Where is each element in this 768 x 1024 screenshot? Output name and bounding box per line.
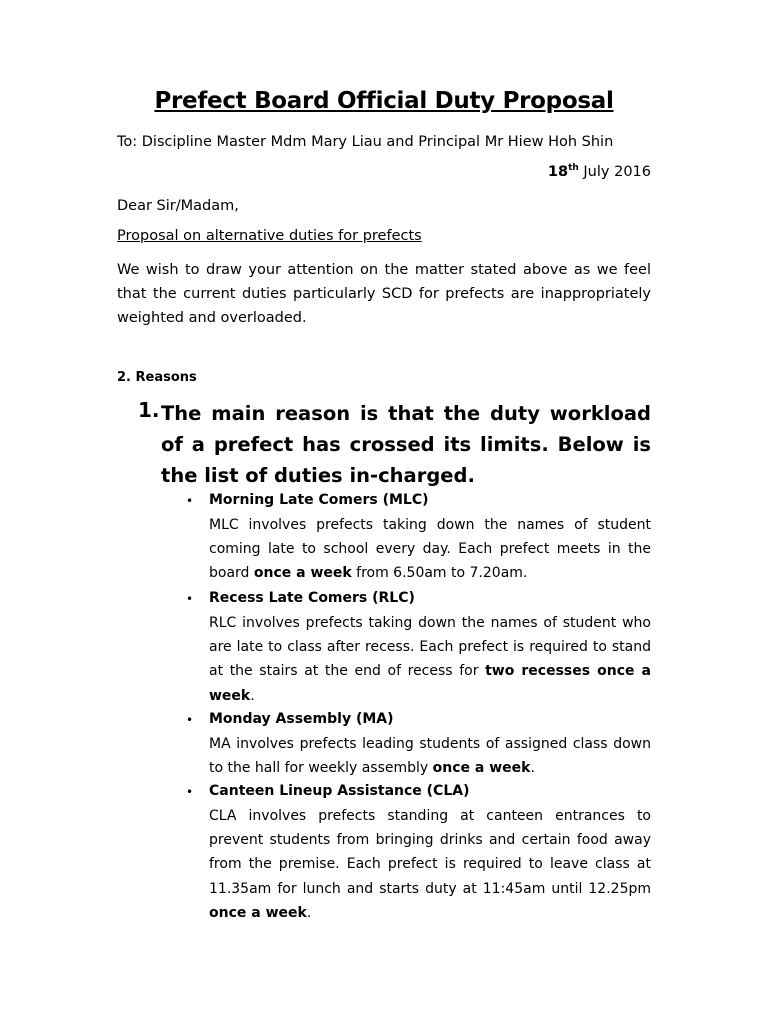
- bullet-icon: •: [186, 494, 194, 508]
- duty-desc-text: RLC involves prefects taking down the names of student who are late to class after recess. Each prefect is required to stand at the stairs at the end of recess for: [209, 615, 651, 680]
- date-day: 18: [547, 163, 569, 180]
- subject-line: Proposal on alternative duties for prefects: [117, 228, 422, 244]
- duty-desc-text: MLC involves prefects taking down the names of student coming late to school every day. Each prefect meets in the board: [209, 517, 651, 582]
- duty-description: [209, 804, 651, 925]
- duty-description: [209, 732, 651, 780]
- salutation: Dear Sir/Madam,: [117, 198, 239, 214]
- document-title: Prefect Board Official Duty Proposal: [154, 88, 614, 114]
- intro-paragraph: We wish to draw your attention on the matter stated above as we feel that the current duties particularly SCD for prefects are inappropriately weighted and overloaded.: [117, 262, 651, 326]
- date-rest: July 2016: [578, 163, 651, 180]
- duty-desc-text: from 6.50am to 7.20am.: [351, 565, 528, 582]
- duty-heading: Monday Assembly (MA): [209, 711, 394, 727]
- duty-desc-emphasis: once a week: [253, 565, 352, 582]
- duty-desc-emphasis: once a week: [209, 904, 307, 921]
- bullet-icon: •: [186, 785, 194, 799]
- recipient-line: To: Discipline Master Mdm Mary Liau and Principal Mr Hiew Hoh Shin: [117, 134, 614, 150]
- duty-desc-emphasis: once a week: [432, 760, 531, 777]
- duty-desc-text: .: [306, 904, 312, 921]
- section-heading: 2. Reasons: [117, 370, 197, 385]
- reason-number: 1.: [138, 398, 160, 422]
- duty-desc-text: .: [530, 760, 535, 777]
- reason-text: The main reason is that the duty workload of a prefect has crossed its limits. Below is the list of duties in-charged.: [161, 402, 651, 487]
- bullet-icon: •: [186, 592, 194, 606]
- duty-heading: Canteen Lineup Assistance (CLA): [209, 783, 470, 799]
- duty-description: [209, 513, 651, 586]
- bullet-icon: •: [186, 713, 194, 727]
- duty-description: [209, 611, 651, 708]
- duty-desc-text: MA involves prefects leading students of assigned class down to the hall for weekly assembly: [209, 736, 651, 777]
- duty-desc-text: .: [250, 687, 255, 704]
- letter-date: [548, 163, 651, 180]
- duty-heading: Recess Late Comers (RLC): [209, 590, 415, 606]
- duty-desc-emphasis: two recesses once a week: [209, 663, 651, 704]
- duty-heading: Morning Late Comers (MLC): [209, 492, 429, 508]
- duty-desc-text: CLA involves prefects standing at canteen entrances to prevent students from bringing drinks and certain food away from the premise. Each prefect is required to leave class at 11.35am for lunch and starts duty at 11:45am until 12.25pm: [209, 808, 651, 897]
- date-suffix: th: [568, 163, 579, 173]
